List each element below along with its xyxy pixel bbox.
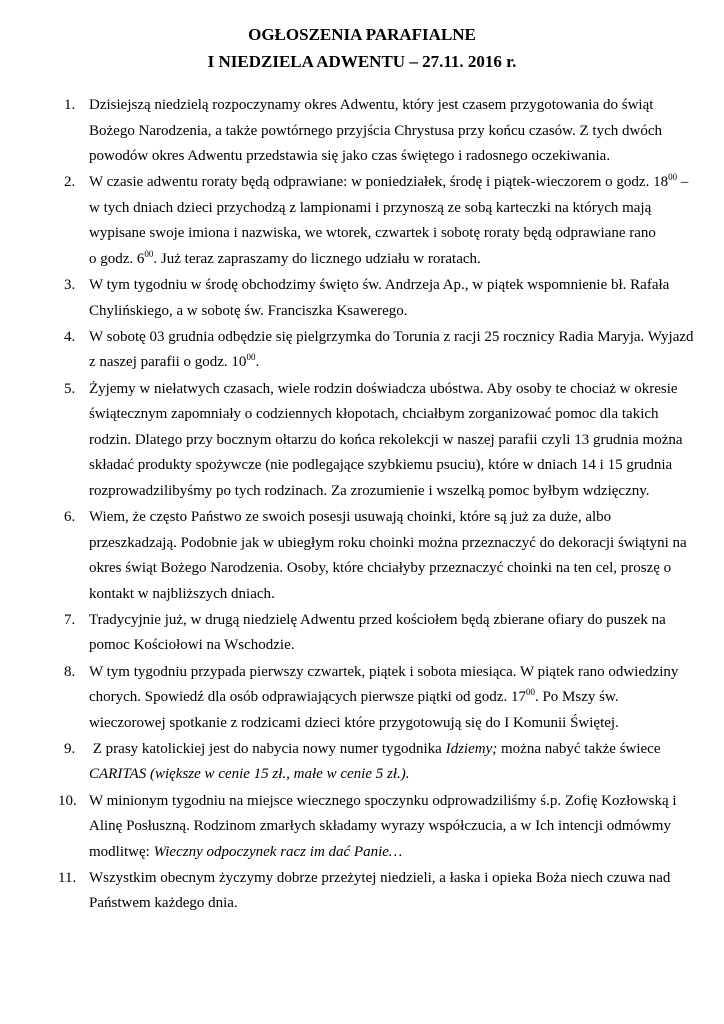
item-number: 2. bbox=[64, 174, 76, 191]
text-line: Z prasy katolickiej jest do nabycia nowy numer tygodnika Idziemy; można nabyć także świece bbox=[89, 740, 661, 757]
item-number: 10. bbox=[58, 792, 77, 809]
text-line: rodzin. Dlatego przy bocznym ołtarzu do końca rekolekcji w naszej parafii czyli 13 grudnia można bbox=[89, 431, 683, 448]
item-number: 8. bbox=[64, 663, 76, 680]
text-line: W czasie adwentu roraty będą odprawiane: w poniedziałek, środę i piątek-wieczorem o godz. $18^{00}$ – bbox=[89, 172, 689, 191]
text-line: Żyjemy w niełatwych czasach, wiele rodzin doświadcza ubóstwa. Aby osoby te chociaż w okresie bbox=[89, 380, 678, 397]
item-number: 7. bbox=[64, 611, 76, 628]
announcement-item bbox=[0, 325, 724, 376]
text-line: Wiem, że często Państwo ze swoich posesji usuwają choinki, które są już za duże, albo bbox=[89, 509, 612, 525]
item-number: 5. bbox=[64, 380, 76, 397]
text-line: chorych. Spowiedź dla osób odprawiających pierwsze piątki od godz. $17^{00}$. Po Mszy św. bbox=[89, 687, 619, 706]
text-line: Alinę Posłuszną. Rodzinom zmarłych składamy wyrazy współczucia, a w Ich intencji odmówmy bbox=[89, 818, 671, 835]
item-number: 9. bbox=[64, 740, 76, 757]
item-text bbox=[89, 608, 709, 659]
item-text bbox=[89, 377, 709, 505]
text-line: z naszej parafii o godz. $10^{00}$. bbox=[89, 352, 260, 371]
document-subtitle: I NIEDZIELA ADWENTU – 27.11. 2016 r. bbox=[207, 52, 517, 71]
announcement-item bbox=[0, 789, 724, 866]
prayer-text: Wieczny odpoczynek racz im dać Panie… bbox=[153, 843, 403, 860]
item-text bbox=[89, 789, 709, 866]
text-line: Wszystkim obecnym życzymy dobrze przeżytej niedzieli, a łaska i opieka Boża niech czuwa nad bbox=[89, 869, 671, 886]
item-number: 1. bbox=[64, 97, 76, 113]
time-superscript: 00 bbox=[668, 172, 678, 183]
text-line: Tradycyjnie już, w drugą niedzielę Adwentu przed kościołem będą zbierane ofiary do puszek na bbox=[89, 611, 666, 628]
time-superscript: 00 bbox=[246, 352, 256, 363]
text-line: pomoc Kościołowi na Wschodzie. bbox=[89, 637, 295, 654]
announcement-item bbox=[0, 505, 724, 607]
item-number: 3. bbox=[64, 277, 76, 294]
text-line: okres świąt Bożego Narodzenia. Osoby, które chciałyby przeznaczyć choinki na ten cel, proszę o bbox=[89, 560, 672, 577]
document-title: OGŁOSZENIA PARAFIALNE bbox=[248, 25, 476, 44]
announcement-item bbox=[0, 273, 724, 324]
announcement-list bbox=[0, 93, 724, 917]
text-line: o godz. $6^{00}$. Już teraz zapraszamy do licznego udziału w roratach. bbox=[89, 249, 481, 268]
text-line: Bożego Narodzenia, a także powtórnego przyjścia Chrystusa przy końcu czasów. Z tych dwóch bbox=[89, 122, 662, 139]
text-line: CARITAS (większe w cenie 15 zł., małe w cenie 5 zł.). bbox=[89, 766, 410, 783]
text-line: świątecznym zapomniały o codziennych kłopotach, chciałbym zorganizować pomoc dla takich bbox=[89, 406, 659, 423]
announcement-item bbox=[0, 737, 724, 788]
announcement-item bbox=[0, 866, 724, 917]
announcement-item bbox=[0, 93, 724, 170]
item-text bbox=[89, 866, 709, 917]
text-line: Państwem każdego dnia. bbox=[89, 895, 238, 912]
item-text bbox=[89, 325, 709, 376]
text-line: rozprowadzilibyśmy po tych rodzinach. Za zrozumienie i wszelką pomoc byłbym wdzięczny. bbox=[89, 482, 650, 499]
announcement-item bbox=[0, 660, 724, 737]
text-line: W tym tygodniu przypada pierwszy czwartek, piątek i sobota miesiąca. W piątek rano odwiedziny bbox=[89, 663, 679, 680]
text-line: W minionym tygodniu na miejsce wiecznego spoczynku odprowadziliśmy ś.p. Zofię Kozłowską i bbox=[89, 792, 677, 809]
text-line: przeszkadzają. Podobnie jak w ubiegłym roku choinki można przeznaczyć do dekoracji świątyni na bbox=[89, 534, 687, 551]
item-number: 6. bbox=[64, 509, 76, 525]
text-line: składać produkty spożywcze (nie podlegające szybkiemu psuciu), które w dniach 14 i 15 grudnia bbox=[89, 457, 673, 474]
text-line: wypisane swoje imiona i nazwiska, we wtorek, czwartek i sobotę roraty będą odprawiane rano bbox=[89, 225, 656, 242]
text-line: modlitwę: Wieczny odpoczynek racz im dać Panie… bbox=[89, 843, 403, 860]
item-text bbox=[89, 273, 709, 324]
time-superscript: 00 bbox=[144, 249, 154, 260]
item-number: 4. bbox=[64, 328, 76, 345]
item-text bbox=[89, 737, 709, 788]
text-line: wieczorowej spotkanie z rodzicami dzieci które przygotowują się do I Komunii Świętej. bbox=[89, 714, 619, 731]
text-line: Dzisiejszą niedzielą rozpoczynamy okres Adwentu, który jest czasem przygotowania do świąt bbox=[89, 97, 654, 113]
item-text bbox=[89, 170, 709, 272]
text-line: powodów okres Adwentu przedstawia się jako czas świętego i radosnego oczekiwania. bbox=[89, 148, 611, 165]
magazine-name: Idziemy; bbox=[445, 740, 498, 757]
announcement-item bbox=[0, 170, 724, 272]
text-line: kontakt w najbliższych dniach. bbox=[89, 585, 275, 602]
time-superscript: 00 bbox=[525, 687, 535, 698]
text-line: W tym tygodniu w środę obchodzimy święto św. Andrzeja Ap., w piątek wspomnienie bł. Rafała bbox=[89, 277, 670, 294]
announcement-item bbox=[0, 377, 724, 505]
item-text bbox=[89, 505, 709, 607]
text-line: w tych dniach dzieci przychodzą z lampionami i przynoszą ze sobą karteczki na których mają bbox=[89, 199, 652, 216]
text-line: Chylińskiego, a w sobotę św. Franciszka Ksawerego. bbox=[89, 302, 408, 319]
text-line: W sobotę 03 grudnia odbędzie się pielgrzymka do Torunia z racji 25 rocznicy Radia Maryja. Wyjazd bbox=[89, 328, 694, 345]
item-number: 11. bbox=[58, 869, 77, 886]
announcement-item bbox=[0, 608, 724, 659]
item-text bbox=[89, 93, 709, 170]
item-text bbox=[89, 660, 709, 737]
